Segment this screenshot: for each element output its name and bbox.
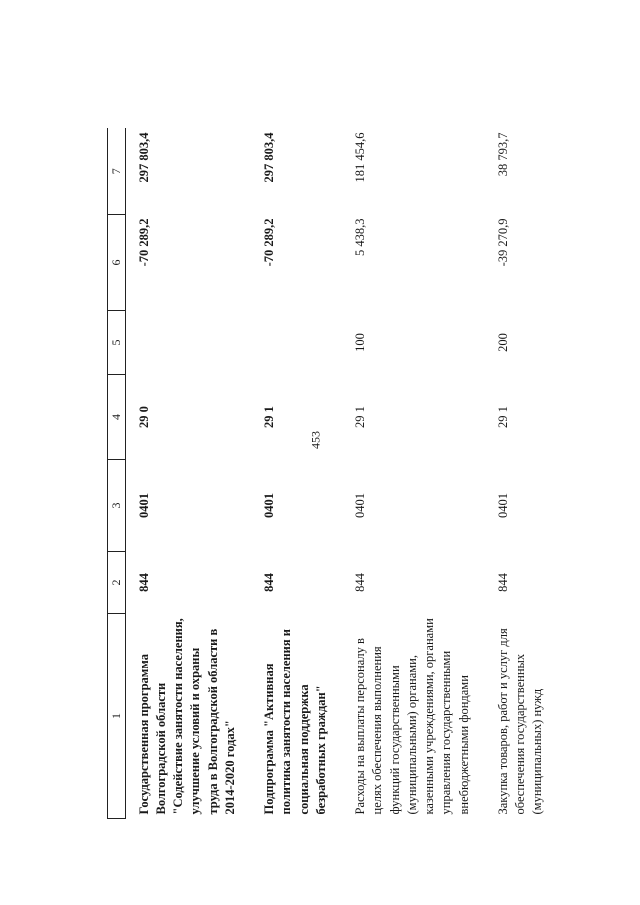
row-section-code: 0401 [136,493,151,518]
row-change-amount: 5 438,3 [353,218,368,256]
row-section-code: 0401 [262,493,277,518]
row-section-code: 0401 [353,493,368,518]
header-col-7: 7 [108,129,126,215]
header-col-2: 2 [108,552,126,614]
row-change-amount: -39 270,9 [495,218,510,267]
row-name: Закупка товаров, работ и услуг для обеспечения государственных (муниципальных) нужд [495,628,545,815]
row-total-amount: 297 803,4 [136,132,151,183]
row-change-amount: -70 289,2 [136,218,151,267]
row-target-code: 29 1 [495,406,510,428]
row-expense-type [125,311,253,375]
row-ministry-code: 844 [353,573,368,592]
row-target-code: 29 0 [136,406,151,428]
row-ministry-code: 844 [495,573,510,592]
row-ministry-code: 844 [136,573,151,592]
header-col-4: 4 [108,375,126,460]
row-section-code: 0401 [495,493,510,518]
row-expense-type [253,311,344,375]
table-row [487,129,561,819]
table-row [344,129,487,819]
header-row [108,129,126,819]
page-number: 453 [308,431,323,449]
row-expense-type: 200 [495,333,510,352]
row-total-amount: 38 793,7 [495,132,510,177]
row-target-code: 29 1 [262,406,277,428]
table-row [125,129,253,819]
row-name: Государственная программа Волгоградской области "Содействие занятости населения, улучшение условий и охраны труда в Волгоградской области в 2014-2020 годах" [136,618,237,815]
row-expense-type: 100 [353,333,368,352]
row-ministry-code: 844 [262,573,277,592]
row-total-amount: 181 454,6 [353,132,368,183]
table-row [253,129,344,819]
header-col-6: 6 [108,215,126,311]
row-change-amount: -70 289,2 [262,218,277,267]
row-name: Подпрограмма "Активная политика занятости населения и социальная поддержка безработных граждан" [262,629,328,815]
budget-table [107,129,561,820]
row-name: Расходы на выплаты персоналу в целях обеспечения выполнения функций государственными (муниципальными) органами, казенными учреждениями, органами управления государственными внебюджетными фондами [353,618,471,815]
row-target-code: 29 1 [353,406,368,428]
header-col-1: 1 [108,614,126,819]
header-col-5: 5 [108,311,126,375]
row-total-amount: 297 803,4 [262,132,277,183]
budget-table-container [107,129,640,819]
header-col-3: 3 [108,460,126,552]
